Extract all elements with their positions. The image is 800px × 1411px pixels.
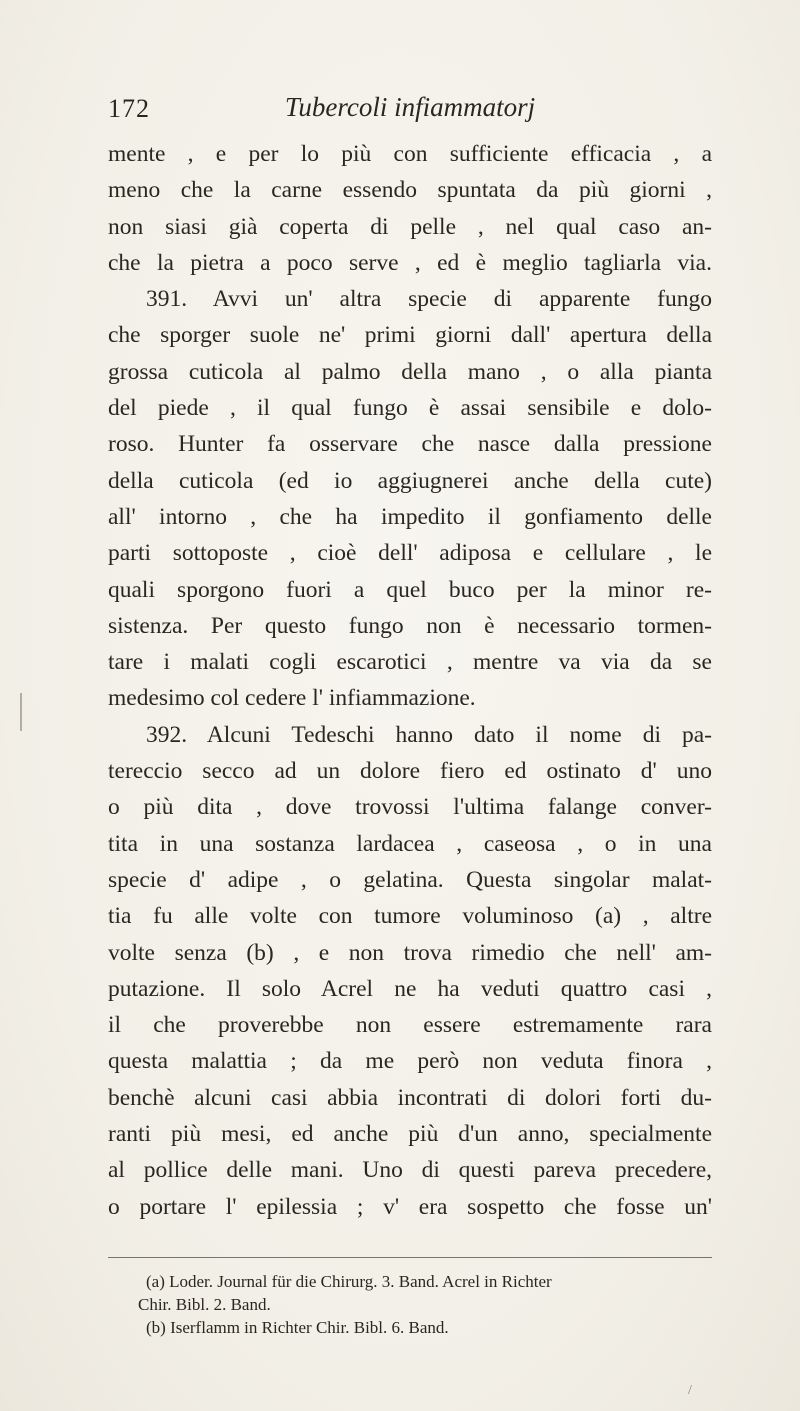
text-line: meno che la carne essendo spuntata da più giorni , xyxy=(108,177,712,204)
text-line: tare i malati cogli escarotici , mentre va via da se xyxy=(108,649,712,676)
text-line: questa malattia ; da me però non veduta finora , xyxy=(108,1048,712,1075)
text-line: medesimo col cedere l' infiammazione. xyxy=(108,685,476,712)
text-line: non siasi già coperta di pelle , nel qual caso an- xyxy=(108,213,712,240)
text-line: ranti più mesi, ed anche più d'un anno, specialmente xyxy=(108,1121,712,1148)
text-line: benchè alcuni casi abbia incontrati di dolori forti du- xyxy=(108,1084,712,1111)
running-title: Tubercoli infiammatorj xyxy=(284,92,536,122)
footnotes xyxy=(138,1270,714,1339)
text-line: del piede , il qual fungo è assai sensibile e dolo- xyxy=(108,395,712,422)
text-line: all' intorno , che ha impedito il gonfiamento delle xyxy=(108,503,712,530)
paragraph-start-392: 392. Alcuni Tedeschi hanno dato il nome di pa- xyxy=(146,721,712,748)
footnote-a-continuation: Chir. Bibl. 2. Band. xyxy=(138,1295,271,1314)
text-line: della cuticola (ed io aggiugnerei anche della cute) xyxy=(108,467,712,494)
footnote-separator xyxy=(108,1257,712,1258)
paragraph-start-391: 391. Avvi un' altra specie di apparente fungo xyxy=(146,286,712,313)
page-edge-mark xyxy=(20,693,22,731)
text-line: parti sottoposte , cioè dell' adiposa e cellulare , le xyxy=(108,540,712,567)
footnote-a: (a) Loder. Journal für die Chirurg. 3. Band. Acrel in Richter xyxy=(146,1272,552,1291)
text-line: o più dita , dove trovossi l'ultima falange conver- xyxy=(108,794,712,821)
text-line: quali sporgono fuori a quel buco per la minor re- xyxy=(108,576,712,603)
text-line: specie d' adipe , o gelatina. Questa singolar malat- xyxy=(108,866,712,893)
text-line: putazione. Il solo Acrel ne ha veduti quattro casi , xyxy=(108,975,712,1002)
body-text xyxy=(108,136,712,1225)
footnote-b: (b) Iserflamm in Richter Chir. Bibl. 6. Band. xyxy=(146,1318,449,1337)
text-line: tita in una sostanza lardacea , caseosa , o in una xyxy=(108,830,712,857)
text-line: sistenza. Per questo fungo non è necessario tormen- xyxy=(108,612,712,639)
page-header xyxy=(108,88,712,128)
text-line: tia fu alle volte con tumore voluminoso (a) , altre xyxy=(108,903,712,930)
text-line: tereccio secco ad un dolore fiero ed ostinato d' uno xyxy=(108,758,712,785)
text-line: il che proverebbe non essere estremamente rara xyxy=(108,1012,712,1039)
text-line: al pollice delle mani. Uno di questi pareva precedere, xyxy=(108,1157,712,1184)
page-number: 172 xyxy=(108,94,150,123)
text-line: che sporger suole ne' primi giorni dall' apertura della xyxy=(108,322,712,349)
text-line: volte senza (b) , e non trova rimedio che nell' am- xyxy=(108,939,712,966)
text-line: grossa cuticola al palmo della mano , o alla pianta xyxy=(108,358,712,385)
text-line: o portare l' epilessia ; v' era sospetto che fosse un' xyxy=(108,1193,712,1220)
text-line: roso. Hunter fa osservare che nasce dalla pressione xyxy=(108,431,712,458)
stray-pencil-mark: / xyxy=(688,1383,692,1398)
text-line: mente , e per lo più con sufficiente efficacia , a xyxy=(108,141,712,167)
text-line: che la pietra a poco serve , ed è meglio tagliarla via. xyxy=(108,249,712,276)
